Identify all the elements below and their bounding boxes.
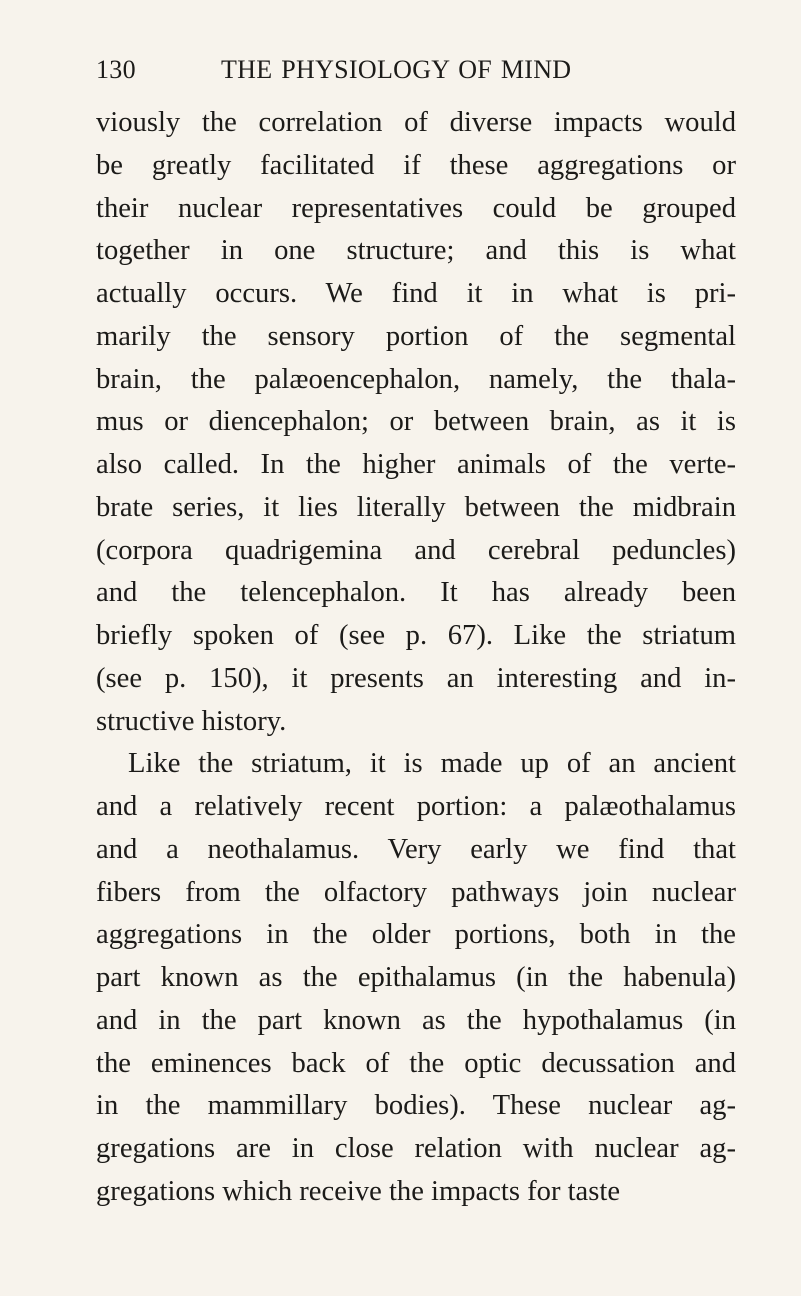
- page-number: 130: [96, 55, 136, 84]
- text-line: gregations are in close relation with nuclear ag-: [96, 1133, 736, 1164]
- text-line: in the mammillary bodies). These nuclear ag-: [96, 1090, 736, 1122]
- text-line: marily the sensory portion of the segmental: [96, 320, 736, 352]
- text-line: also called. In the higher animals of the verte-: [96, 449, 736, 480]
- text-line: be greatly facilitated if these aggregations or: [96, 149, 736, 181]
- text-line: aggregations in the older portions, both in the: [96, 919, 736, 951]
- text-line: gregations which receive the impacts for taste: [96, 1175, 621, 1207]
- text-line: Like the striatum, it is made up of an ancient: [128, 748, 736, 780]
- text-line: part known as the epithalamus (in the habenula): [96, 962, 736, 993]
- text-line: the eminences back of the optic decussation and: [96, 1047, 736, 1079]
- text-line: and the telencephalon. It has already been: [96, 577, 736, 609]
- text-line: fibers from the olfactory pathways join nuclear: [96, 876, 736, 908]
- running-title: THE PHYSIOLOGY OF MIND: [221, 55, 572, 84]
- text-line: and a neothalamus. Very early we find that: [96, 833, 736, 865]
- body-text: [96, 102, 736, 1214]
- text-line: their nuclear representatives could be grouped: [96, 192, 736, 224]
- paragraph-1: [96, 102, 736, 743]
- text-line: structive history.: [96, 705, 287, 737]
- text-line: brate series, it lies literally between the midbrain: [96, 491, 736, 523]
- running-head: [96, 52, 736, 88]
- text-line: mus or diencephalon; or between brain, as it is: [96, 406, 736, 438]
- text-line: actually occurs. We find it in what is pri-: [96, 278, 736, 309]
- paragraph-2: [96, 743, 736, 1213]
- text-line: brain, the palæoencephalon, namely, the thala-: [96, 363, 736, 395]
- text-line: (corpora quadrigemina and cerebral peduncles): [96, 534, 736, 566]
- text-line: briefly spoken of (see p. 67). Like the striatum: [96, 620, 736, 651]
- text-line: together in one structure; and this is what: [96, 235, 736, 267]
- text-line: viously the correlation of diverse impacts would: [96, 107, 736, 138]
- text-line: (see p. 150), it presents an interesting and in-: [96, 662, 736, 694]
- text-line: and a relatively recent portion: a palæothalamus: [96, 791, 736, 822]
- text-line: and in the part known as the hypothalamus (in: [96, 1004, 736, 1036]
